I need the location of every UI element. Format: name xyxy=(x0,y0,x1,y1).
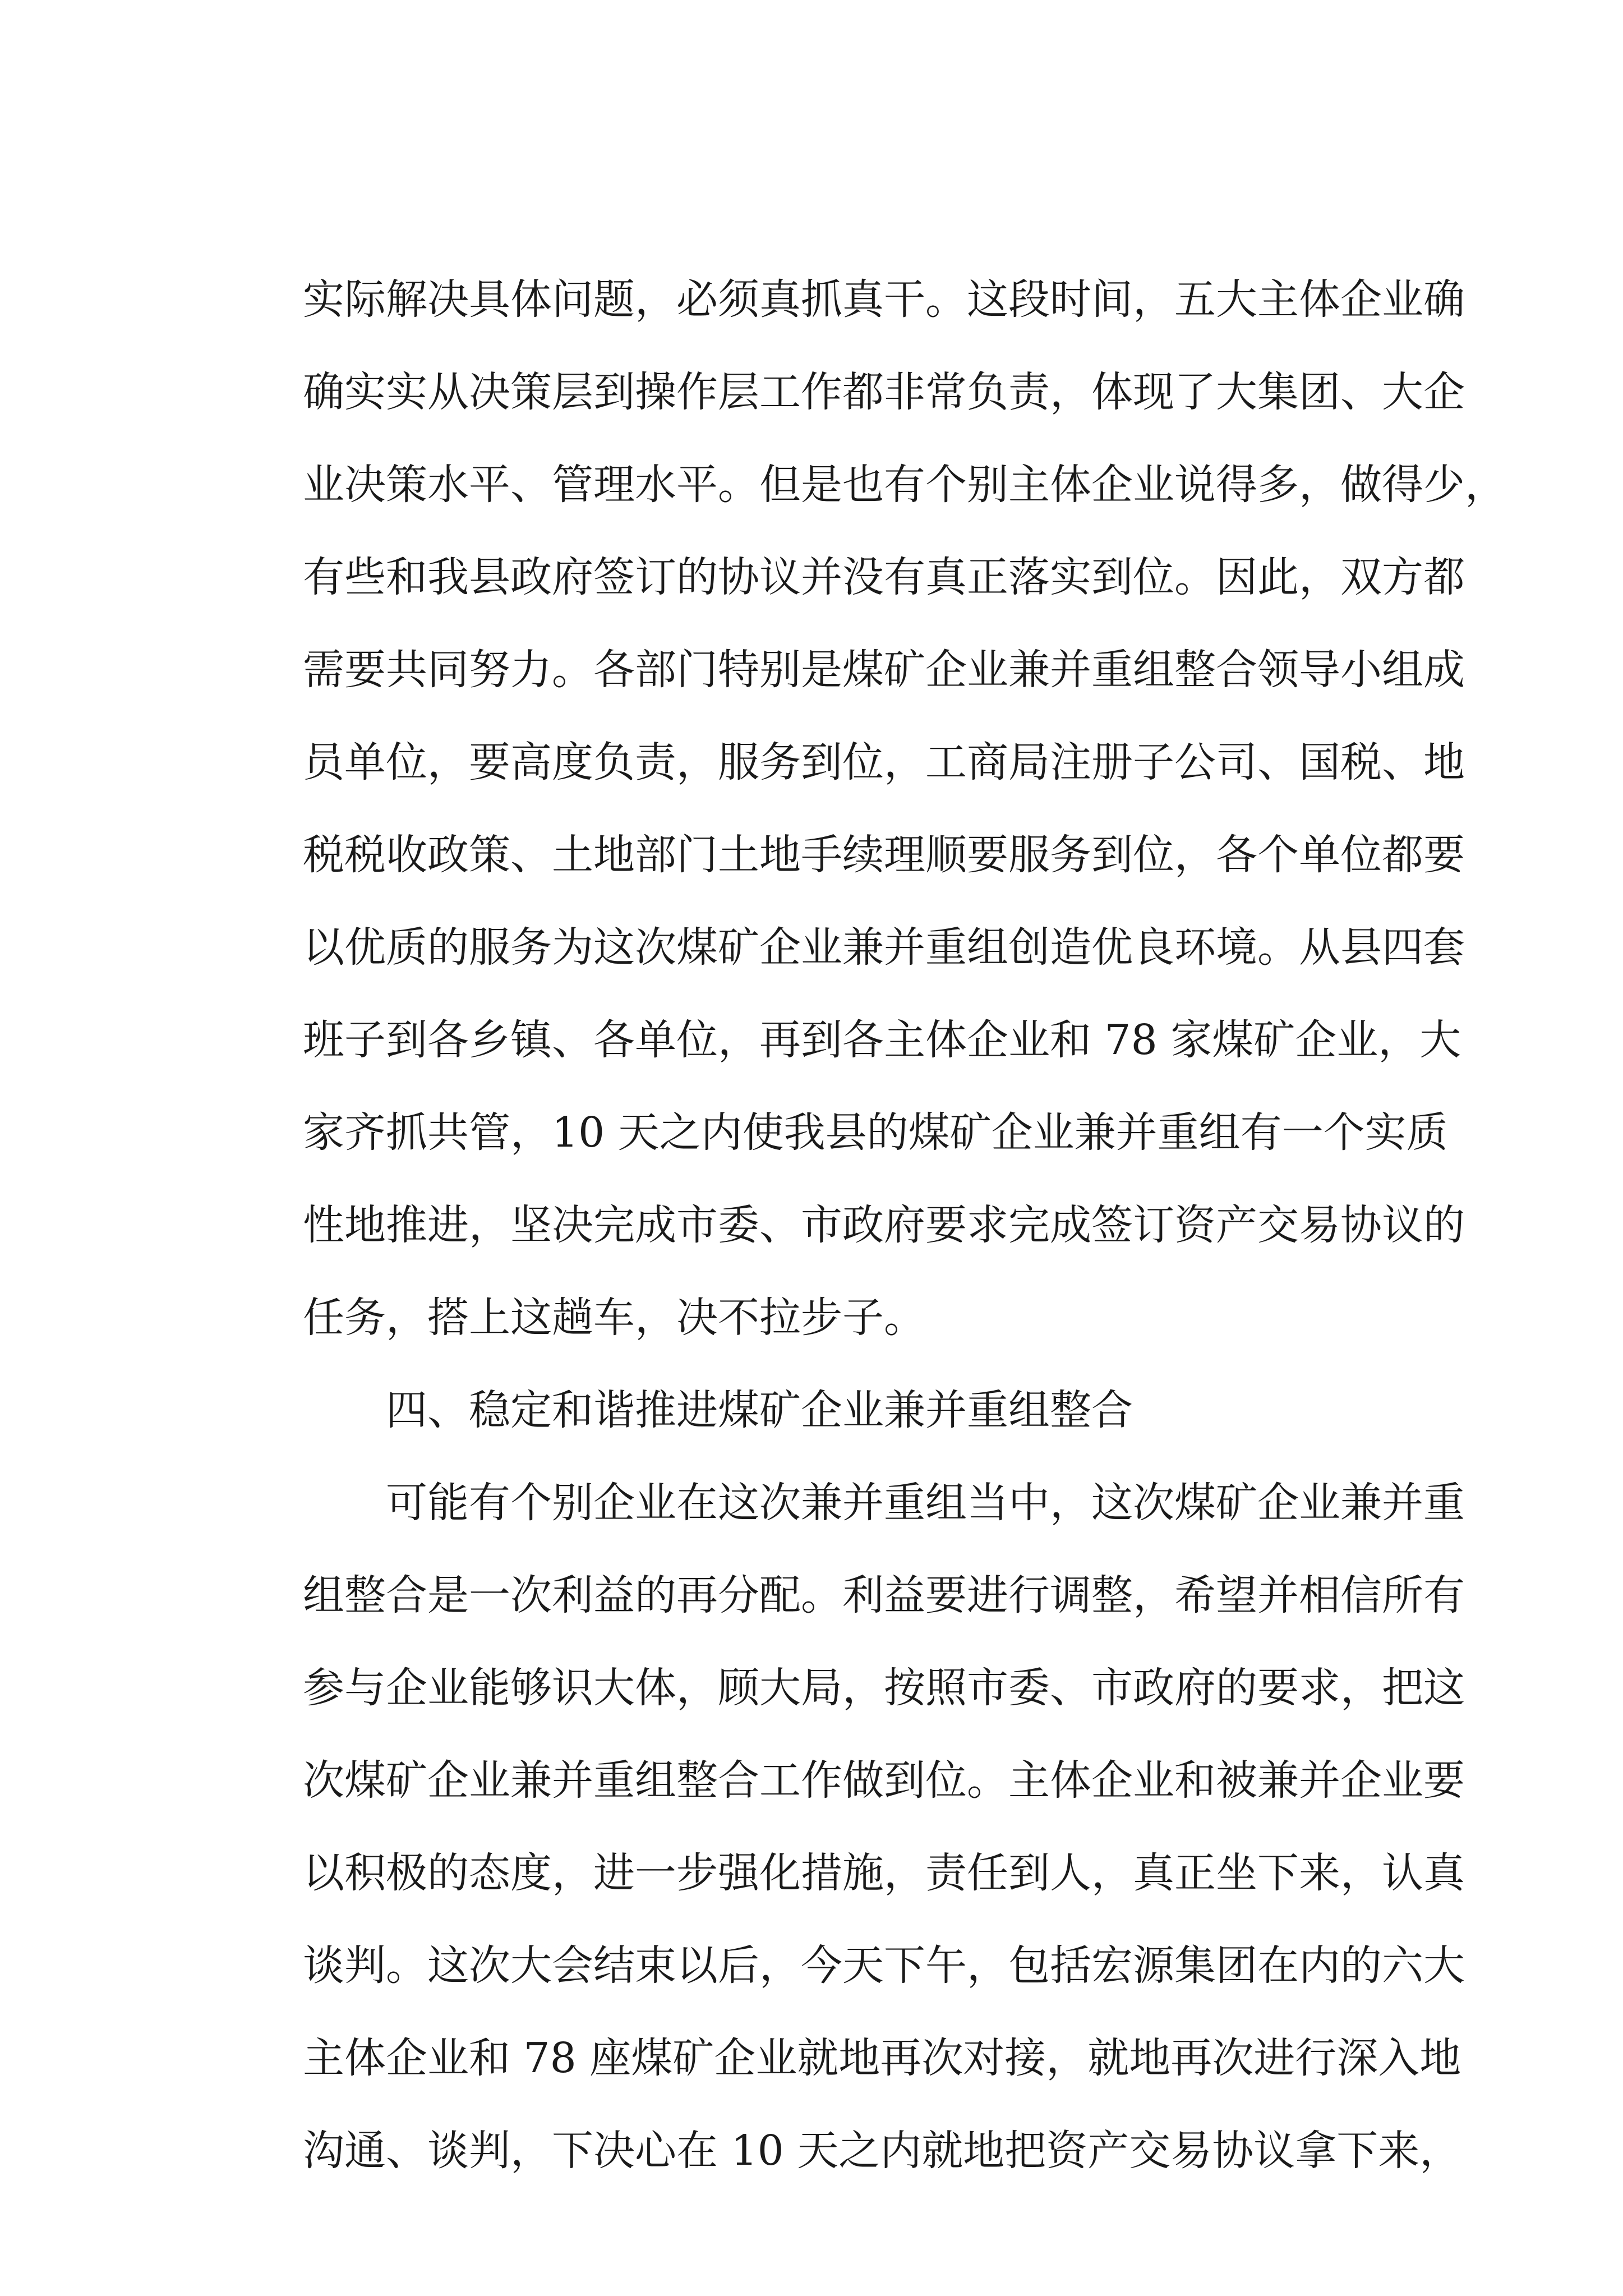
body-line-2: 确实实从决策层到操作层工作都非常负责，体现了大集团、大企 xyxy=(303,368,1465,416)
body-line-3: 业决策水平、管理水平。但是也有个别主体企业说得多，做得少， xyxy=(303,461,1506,509)
body-line-15: 组整合是一次利益的再分配。利益要进行调整，希望并相信所有 xyxy=(303,1571,1465,1619)
body-line-19: 谈判。这次大会结束以后，今天下午，包括宏源集团在内的六大 xyxy=(303,1941,1465,1990)
body-line-14: 可能有个别企业在这次兼并重组当中，这次煤矿企业兼并重 xyxy=(386,1479,1465,1527)
body-line-7: 税税收政策、土地部门土地手续理顺要服务到位，各个单位都要 xyxy=(303,831,1465,879)
body-line-10: 家齐抓共管，10 天之内使我县的煤矿企业兼并重组有一个实质 xyxy=(303,1108,1448,1157)
body-line-12: 任务，搭上这趟车，决不拉步子。 xyxy=(303,1294,925,1342)
body-line-8: 以优质的服务为这次煤矿企业兼并重组创造优良环境。从县四套 xyxy=(303,923,1465,972)
body-line-21: 沟通、谈判，下决心在 10 天之内就地把资产交易协议拿下来， xyxy=(303,2127,1461,2175)
body-line-4: 有些和我县政府签订的协议并没有真正落实到位。因此，双方都 xyxy=(303,553,1465,601)
body-line-11: 性地推进，坚决完成市委、市政府要求完成签订资产交易协议的 xyxy=(303,1201,1465,1249)
body-line-17: 次煤矿企业兼并重组整合工作做到位。主体企业和被兼并企业要 xyxy=(303,1756,1465,1805)
body-line-5: 需要共同努力。各部门特别是煤矿企业兼并重组整合领导小组成 xyxy=(303,646,1465,694)
body-line-1: 实际解决具体问题，必须真抓真干。这段时间，五大主体企业确 xyxy=(303,275,1465,324)
body-line-6: 员单位，要高度负责，服务到位，工商局注册子公司、国税、地 xyxy=(303,738,1465,786)
body-line-9: 班子到各乡镇、各单位，再到各主体企业和 78 家煤矿企业，大 xyxy=(303,1016,1461,1064)
body-line-16: 参与企业能够识大体，顾大局，按照市委、市政府的要求，把这 xyxy=(303,1664,1465,1712)
body-line-20: 主体企业和 78 座煤矿企业就地再次对接，就地再次进行深入地 xyxy=(303,2034,1461,2082)
section-heading: 四、稳定和谐推进煤矿企业兼并重组整合 xyxy=(386,1386,1133,1434)
body-line-18: 以积极的态度，进一步强化措施，责任到人，真正坐下来，认真 xyxy=(303,1849,1465,1897)
